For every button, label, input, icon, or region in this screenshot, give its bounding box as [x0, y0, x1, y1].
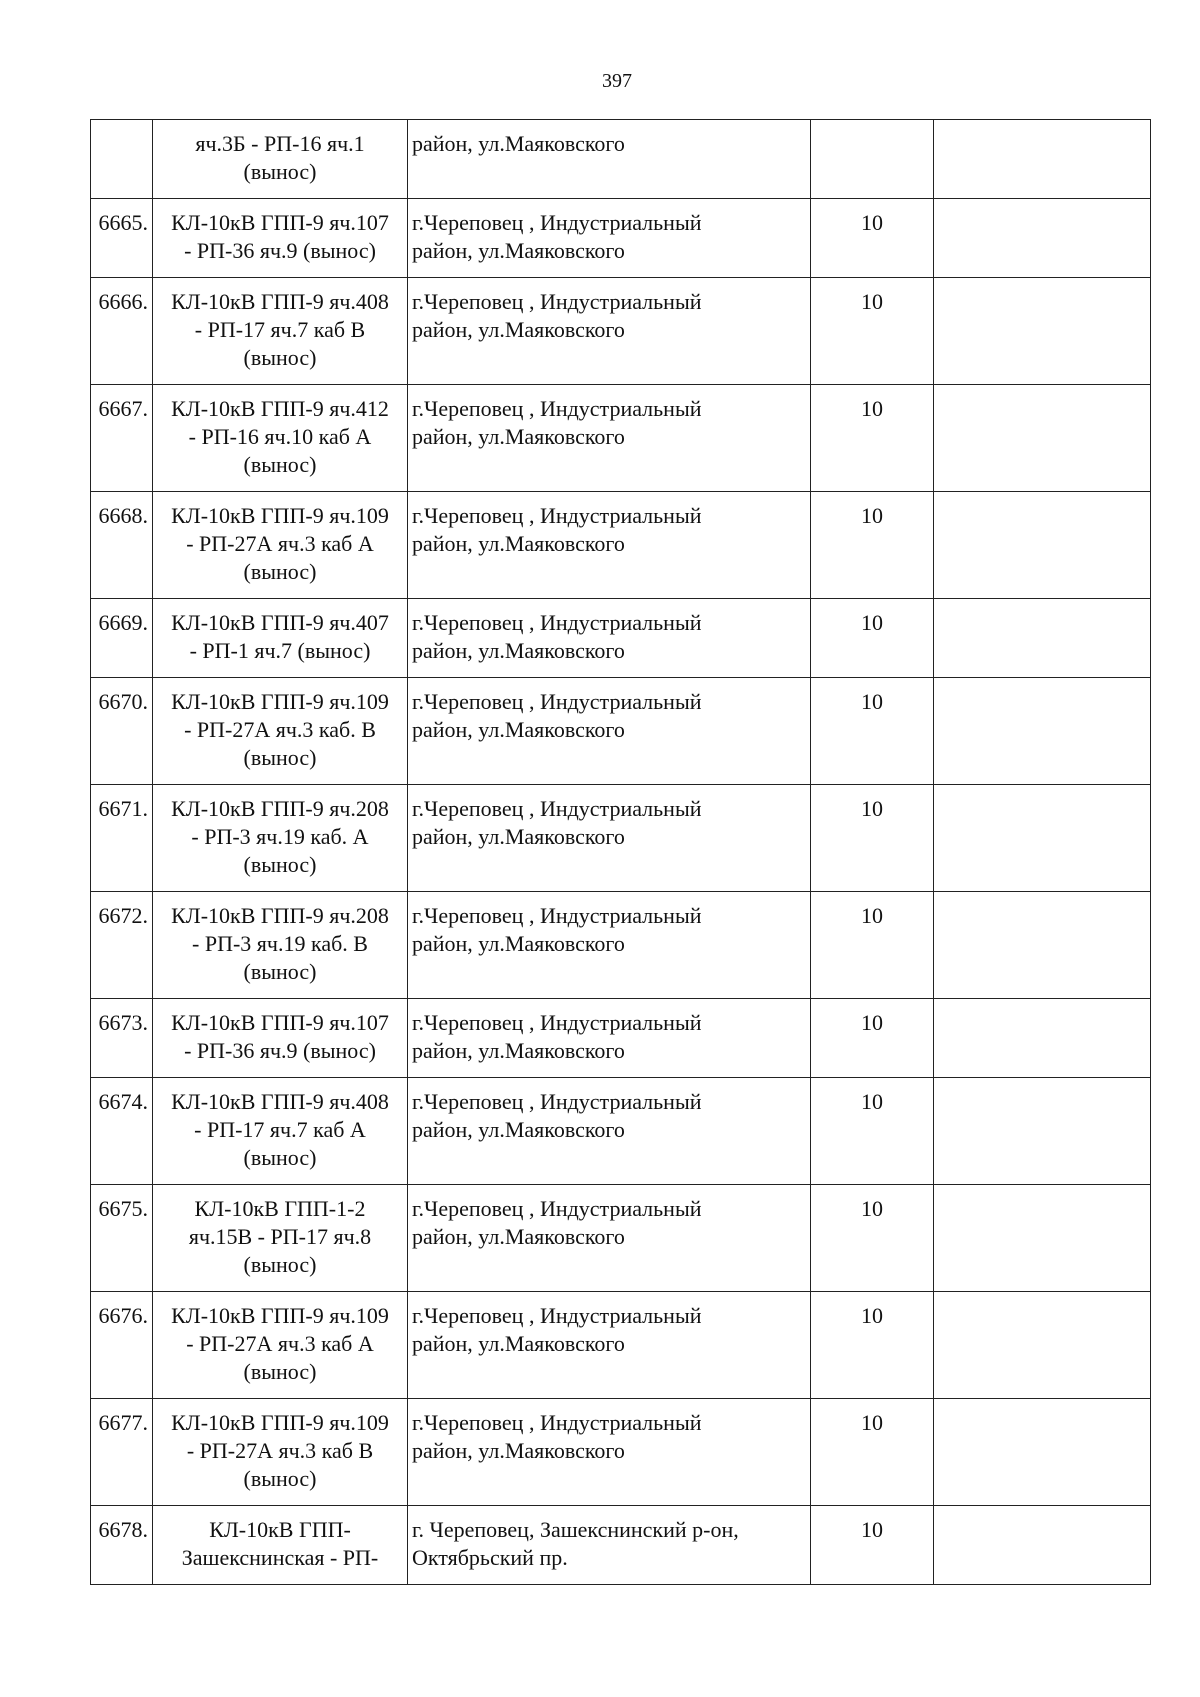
voltage-cell	[811, 1078, 934, 1185]
line-name-cell	[153, 120, 408, 199]
address-text: г.Череповец , Индустриальный	[412, 689, 702, 714]
row-number: 6677.	[98, 1410, 148, 1435]
line-name-text: (вынос)	[243, 745, 317, 770]
row-number: 6674.	[98, 1089, 148, 1114]
line-name-cell	[153, 492, 408, 599]
line-name-text: КЛ-10кВ ГПП-9 яч.109	[171, 503, 389, 528]
address-text: район, ул.Маяковского	[412, 238, 625, 263]
row-number-cell	[91, 120, 153, 199]
line-name-text: - РП-17 яч.7 каб В	[194, 317, 366, 342]
voltage-value: 10	[861, 289, 883, 314]
table-row	[91, 1506, 1151, 1585]
voltage-value: 10	[861, 1410, 883, 1435]
voltage-value: 10	[861, 796, 883, 821]
line-name-text: - РП-27А яч.3 каб В	[186, 1438, 374, 1463]
address-text: г.Череповец , Индустриальный	[412, 396, 702, 421]
table-row	[91, 199, 1151, 278]
address-cell	[408, 278, 811, 385]
row-number-cell	[91, 599, 153, 678]
row-number: 6678.	[98, 1517, 148, 1542]
row-number: 6667.	[98, 396, 148, 421]
line-name-text: - РП-36 яч.9 (вынос)	[184, 1038, 376, 1063]
row-number-cell	[91, 678, 153, 785]
address-cell	[408, 385, 811, 492]
line-name-cell	[153, 199, 408, 278]
table-row	[91, 1185, 1151, 1292]
line-name-cell	[153, 599, 408, 678]
voltage-cell	[811, 1399, 934, 1506]
line-name-text: (вынос)	[243, 159, 317, 184]
line-name-text: (вынос)	[243, 1359, 317, 1384]
address-cell	[408, 999, 811, 1078]
address-text: г.Череповец , Индустриальный	[412, 796, 702, 821]
address-cell	[408, 1506, 811, 1585]
empty-cell	[934, 278, 1151, 385]
voltage-cell	[811, 1506, 934, 1585]
empty-cell	[934, 385, 1151, 492]
line-name-text: (вынос)	[243, 1252, 317, 1277]
row-number-cell	[91, 1078, 153, 1185]
table-row	[91, 1292, 1151, 1399]
address-cell	[408, 599, 811, 678]
address-cell	[408, 120, 811, 199]
table-row	[91, 785, 1151, 892]
table-row	[91, 599, 1151, 678]
voltage-cell	[811, 785, 934, 892]
address-cell	[408, 892, 811, 999]
row-number-cell	[91, 278, 153, 385]
table-row	[91, 492, 1151, 599]
line-name-text: (вынос)	[243, 559, 317, 584]
line-name-text: КЛ-10кВ ГПП-9 яч.109	[171, 689, 389, 714]
row-number: 6665.	[98, 210, 148, 235]
empty-cell	[934, 1399, 1151, 1506]
row-number-cell	[91, 1292, 153, 1399]
table-row	[91, 385, 1151, 492]
row-number: 6676.	[98, 1303, 148, 1328]
empty-cell	[934, 492, 1151, 599]
line-name-text: (вынос)	[243, 959, 317, 984]
address-cell	[408, 492, 811, 599]
row-number-cell	[91, 199, 153, 278]
line-name-text: КЛ-10кВ ГПП-9 яч.107	[171, 210, 389, 235]
empty-cell	[934, 892, 1151, 999]
empty-cell	[934, 785, 1151, 892]
line-name-text: Зашекснинская - РП-	[181, 1545, 379, 1570]
line-name-cell	[153, 278, 408, 385]
address-cell	[408, 1292, 811, 1399]
line-name-cell	[153, 785, 408, 892]
table-row	[91, 1399, 1151, 1506]
line-name-text: КЛ-10кВ ГПП-9 яч.407	[171, 610, 389, 635]
line-name-cell	[153, 678, 408, 785]
line-name-text: - РП-17 яч.7 каб А	[194, 1117, 366, 1142]
address-text: район, ул.Маяковского	[412, 131, 625, 156]
line-name-text: - РП-16 яч.10 каб А	[188, 424, 372, 449]
address-cell	[408, 1185, 811, 1292]
address-text: район, ул.Маяковского	[412, 317, 625, 342]
address-text: район, ул.Маяковского	[412, 824, 625, 849]
address-text: г.Череповец , Индустриальный	[412, 503, 702, 528]
line-name-text: (вынос)	[243, 852, 317, 877]
voltage-cell	[811, 385, 934, 492]
address-cell	[408, 199, 811, 278]
voltage-value: 10	[861, 1010, 883, 1035]
address-text: г.Череповец , Индустриальный	[412, 610, 702, 635]
voltage-cell	[811, 1292, 934, 1399]
address-text: район, ул.Маяковского	[412, 931, 625, 956]
row-number: 6671.	[98, 796, 148, 821]
line-name-text: КЛ-10кВ ГПП-9 яч.408	[171, 1089, 389, 1114]
registry-table-body	[91, 120, 1151, 1585]
address-text: район, ул.Маяковского	[412, 1038, 625, 1063]
row-number: 6669.	[98, 610, 148, 635]
address-text: район, ул.Маяковского	[412, 1117, 625, 1142]
line-name-text: КЛ-10кВ ГПП-9 яч.107	[171, 1010, 389, 1035]
row-number-cell	[91, 1185, 153, 1292]
voltage-cell	[811, 278, 934, 385]
address-text: г.Череповец , Индустриальный	[412, 1303, 702, 1328]
voltage-value: 10	[861, 396, 883, 421]
voltage-value: 10	[861, 1089, 883, 1114]
line-name-text: КЛ-10кВ ГПП-1-2	[194, 1196, 366, 1221]
address-text: г.Череповец , Индустриальный	[412, 210, 702, 235]
address-text: район, ул.Маяковского	[412, 531, 625, 556]
table-row	[91, 278, 1151, 385]
row-number: 6675.	[98, 1196, 148, 1221]
line-name-text: КЛ-10кВ ГПП-9 яч.412	[171, 396, 389, 421]
row-number: 6670.	[98, 689, 148, 714]
cable-line-registry-table	[90, 119, 1151, 1585]
empty-cell	[934, 678, 1151, 785]
voltage-value: 10	[861, 689, 883, 714]
line-name-text: - РП-36 яч.9 (вынос)	[184, 238, 376, 263]
row-number: 6668.	[98, 503, 148, 528]
empty-cell	[934, 1078, 1151, 1185]
row-number-cell	[91, 1399, 153, 1506]
voltage-cell	[811, 199, 934, 278]
voltage-cell	[811, 120, 934, 199]
address-text: район, ул.Маяковского	[412, 424, 625, 449]
address-text: район, ул.Маяковского	[412, 1224, 625, 1249]
address-text: г.Череповец , Индустриальный	[412, 1410, 702, 1435]
row-number-cell	[91, 492, 153, 599]
table-row	[91, 999, 1151, 1078]
voltage-cell	[811, 892, 934, 999]
voltage-cell	[811, 1185, 934, 1292]
address-text: г.Череповец , Индустриальный	[412, 1196, 702, 1221]
row-number: 6672.	[98, 903, 148, 928]
page-number: 397	[602, 70, 632, 92]
voltage-value: 10	[861, 1196, 883, 1221]
voltage-value: 10	[861, 903, 883, 928]
row-number-cell	[91, 999, 153, 1078]
address-text: г.Череповец , Индустриальный	[412, 289, 702, 314]
row-number-cell	[91, 385, 153, 492]
row-number-cell	[91, 785, 153, 892]
address-cell	[408, 785, 811, 892]
voltage-cell	[811, 599, 934, 678]
voltage-cell	[811, 492, 934, 599]
line-name-cell	[153, 999, 408, 1078]
address-text: район, ул.Маяковского	[412, 638, 625, 663]
address-text: район, ул.Маяковского	[412, 1438, 625, 1463]
line-name-text: - РП-27А яч.3 каб. В	[184, 717, 376, 742]
line-name-text: КЛ-10кВ ГПП-9 яч.109	[171, 1410, 389, 1435]
empty-cell	[934, 1506, 1151, 1585]
line-name-text: (вынос)	[243, 1145, 317, 1170]
line-name-text: - РП-3 яч.19 каб. В	[192, 931, 368, 956]
line-name-text: КЛ-10кВ ГПП-9 яч.408	[171, 289, 389, 314]
line-name-text: - РП-27А яч.3 каб А	[186, 1331, 374, 1356]
voltage-cell	[811, 678, 934, 785]
voltage-value: 10	[861, 210, 883, 235]
line-name-cell	[153, 385, 408, 492]
address-cell	[408, 678, 811, 785]
row-number-cell	[91, 1506, 153, 1585]
line-name-text: - РП-27А яч.3 каб А	[186, 531, 374, 556]
line-name-cell	[153, 1185, 408, 1292]
address-text: г. Череповец, Зашекснинский р-он,	[412, 1517, 739, 1542]
address-text: г.Череповец , Индустриальный	[412, 1010, 702, 1035]
row-number-cell	[91, 892, 153, 999]
empty-cell	[934, 1185, 1151, 1292]
address-text: г.Череповец , Индустриальный	[412, 903, 702, 928]
line-name-text: КЛ-10кВ ГПП-9 яч.208	[171, 796, 389, 821]
line-name-text: (вынос)	[243, 345, 317, 370]
line-name-text: (вынос)	[243, 1466, 317, 1491]
address-text: район, ул.Маяковского	[412, 717, 625, 742]
line-name-text: КЛ-10кВ ГПП-	[209, 1517, 351, 1542]
empty-cell	[934, 120, 1151, 199]
line-name-text: КЛ-10кВ ГПП-9 яч.208	[171, 903, 389, 928]
row-number: 6673.	[98, 1010, 148, 1035]
table-row	[91, 678, 1151, 785]
line-name-text: - РП-1 яч.7 (вынос)	[189, 638, 371, 663]
address-cell	[408, 1078, 811, 1185]
row-number: 6666.	[98, 289, 148, 314]
line-name-text: яч.3Б - РП-16 яч.1	[195, 131, 365, 156]
line-name-text: КЛ-10кВ ГПП-9 яч.109	[171, 1303, 389, 1328]
empty-cell	[934, 999, 1151, 1078]
table-row	[91, 892, 1151, 999]
line-name-cell	[153, 1399, 408, 1506]
address-text: Октябрьский пр.	[412, 1545, 568, 1570]
line-name-cell	[153, 1078, 408, 1185]
voltage-value: 10	[861, 1303, 883, 1328]
line-name-cell	[153, 1292, 408, 1399]
line-name-cell	[153, 1506, 408, 1585]
line-name-text: - РП-3 яч.19 каб. А	[191, 824, 369, 849]
empty-cell	[934, 199, 1151, 278]
table-row	[91, 1078, 1151, 1185]
voltage-value: 10	[861, 503, 883, 528]
line-name-cell	[153, 892, 408, 999]
line-name-text: яч.15В - РП-17 яч.8	[188, 1224, 372, 1249]
address-text: г.Череповец , Индустриальный	[412, 1089, 702, 1114]
voltage-value: 10	[861, 1517, 883, 1542]
address-text: район, ул.Маяковского	[412, 1331, 625, 1356]
line-name-text: (вынос)	[243, 452, 317, 477]
address-cell	[408, 1399, 811, 1506]
empty-cell	[934, 599, 1151, 678]
empty-cell	[934, 1292, 1151, 1399]
voltage-cell	[811, 999, 934, 1078]
table-row	[91, 120, 1151, 199]
voltage-value: 10	[861, 610, 883, 635]
